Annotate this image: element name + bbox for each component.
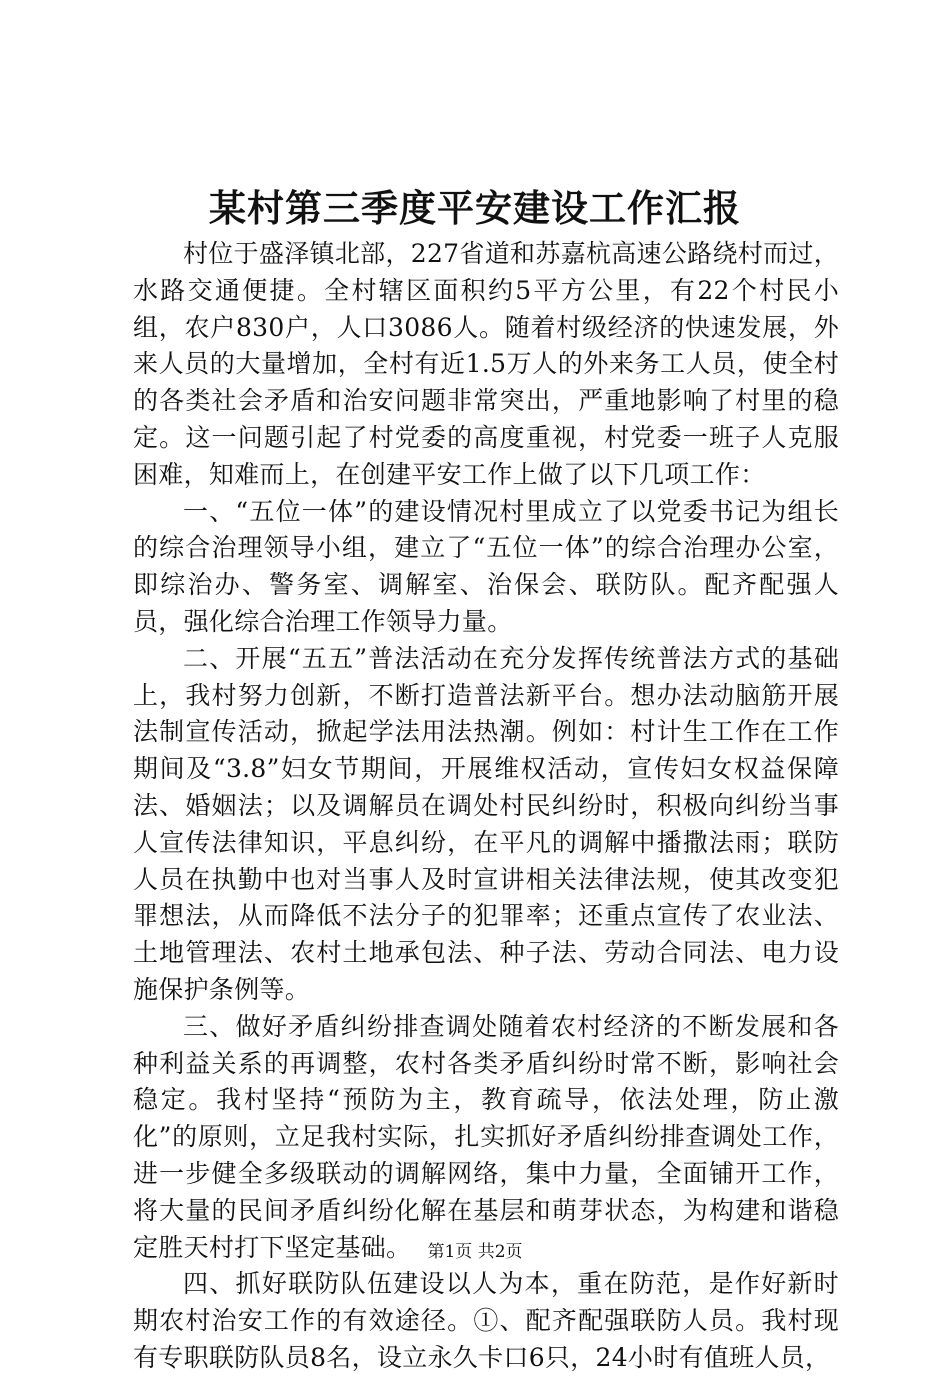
page-footer: 第1页 共2页 (427, 1242, 523, 1262)
paragraph-section-1: 一、“五位一体”的建设情况村里成立了以党委书记为组长的综合治理领导小组，建立了“五位一体”的综合治理办公室，即综治办、警务室、调解室、治保会、联防队。配齐配强人员，强化综合治理工作领导力量。 (133, 496, 839, 636)
paragraph-section-4: 四、抓好联防队伍建设以人为本，重在防范，是作好新时期农村治安工作的有效途径。①、配齐配强联防人员。我村现有专职联防队员8名，设立永久卡口6只，24小时有值班人员， (133, 1269, 839, 1372)
document-title: 某村第三季度平安建设工作汇报 (209, 186, 741, 230)
paragraph-intro: 村位于盛泽镇北部，227省道和苏嘉杭高速公路绕村而过，水路交通便捷。全村辖区面积约5平方公里，有22个村民小组，农户830户，人口3086人。随着村级经济的快速发展，外来人员的大量增加，全村有近1.5万人的外来务工人员，使全村的各类社会矛盾和治安问题非常突出，严重地影响了村里的稳定。这一问题引起了村党委的高度重视，村党委一班子人克服困难，知难而上，在创建平安工作上做了以下几项工作： (133, 239, 839, 489)
paragraph-section-3: 三、做好矛盾纠纷排查调处随着农村经济的不断发展和各种利益关系的再调整，农村各类矛盾纠纷时常不断，影响社会稳定。我村坚持“预防为主，教育疏导，依法处理，防止激化”的原则，立足我村实际，扎实抓好矛盾纠纷排查调处工作，进一步健全多级联动的调解网络，集中力量，全面铺开工作，将大量的民间矛盾纠纷化解在基层和萌芽状态，为构建和谐稳定胜天村打下坚定基础。 (133, 1011, 839, 1262)
paragraph-section-2: 二、开展“五五”普法活动在充分发挥传统普法方式的基础上，我村努力创新，不断打造普法新平台。想办法动脑筋开展法制宣传活动，掀起学法用法热潮。例如：村计生工作在工作期间及“3.8”妇女节期间，开展维权活动，宣传妇女权益保障法、婚姻法；以及调解员在调处村民纠纷时，积极向纠纷当事人宣传法律知识，平息纠纷，在平凡的调解中播撒法雨；联防人员在执勤中也对当事人及时宣讲相关法律法规，使其改变犯罪想法，从而降低不法分子的犯罪率；还重点宣传了农业法、土地管理法、农村土地承包法、种子法、劳动合同法、电力设施保护条例等。 (133, 643, 839, 1004)
document-body (133, 236, 839, 1377)
